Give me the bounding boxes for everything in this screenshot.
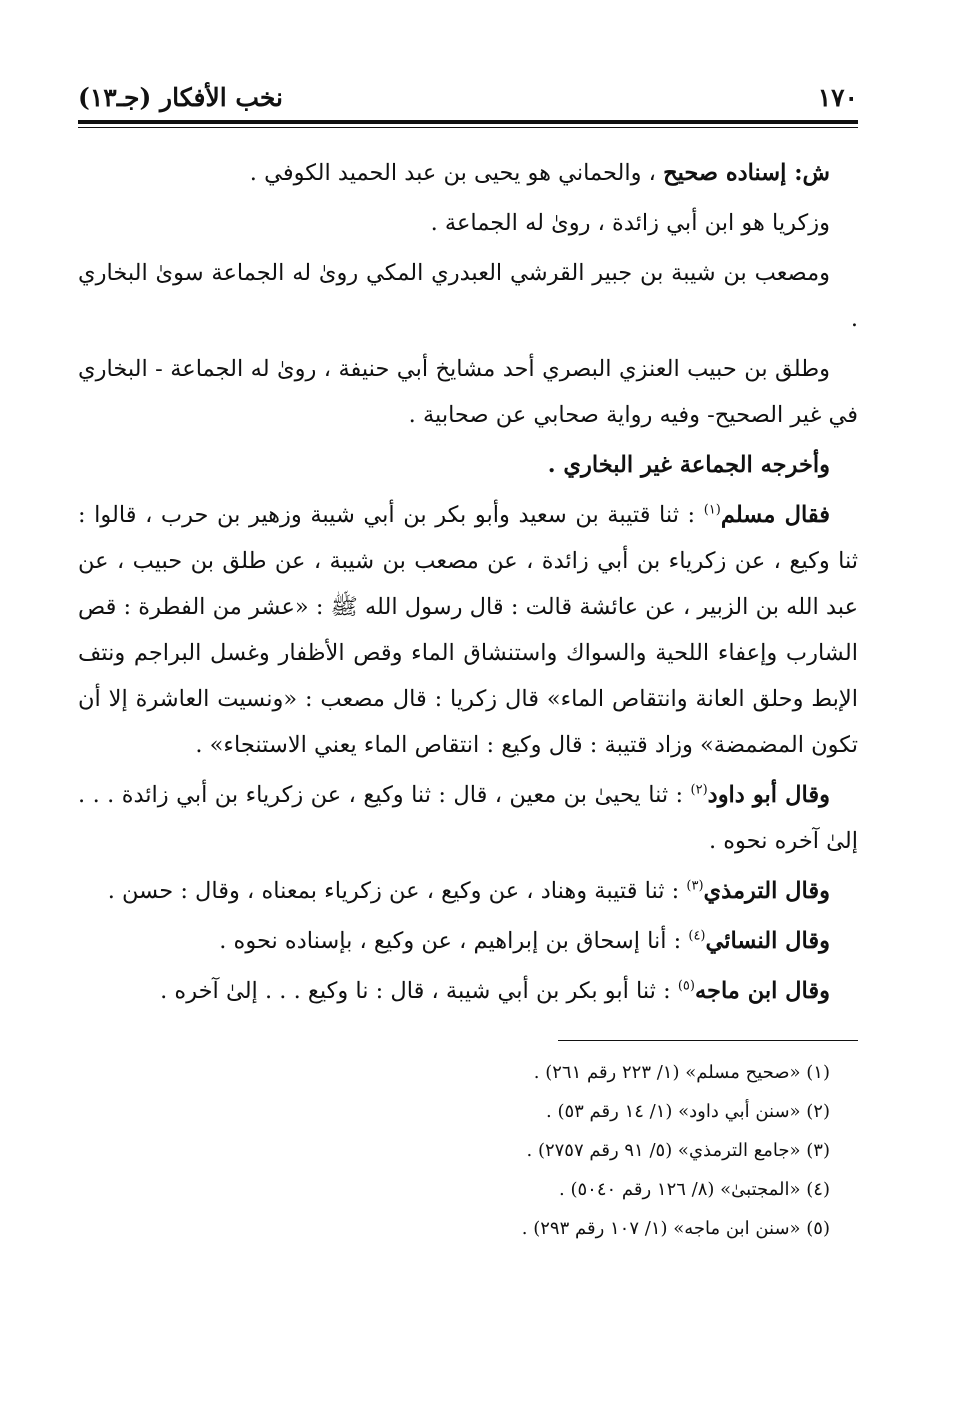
paragraph-text: : ثنا قتيبة بن سعيد وأبو بكر بن أبي شيبة وزهير بن حرب ، قالوا : ثنا وكيع ، عن زكرياء بن أبي زائدة ، عن مصعب بن شيبة ، عن طلق بن حبيب ، عن عبد الله بن الزبير ، عن عائشة قالت : قال رسول الله ﷺ : «عشر من الفطرة : قص الشارب وإعفاء اللحية والسواك واستنشاق الماء وقص الأظفار وغسل البراجم ونتف الإبط وحلق العانة وانتقاص الماء» قال زكريا : قال مصعب : «ونسيت العاشرة إلا أن تكون المضمضة» وزاد قتيبة : قال وكيع : انتقاص الماء يعني الاستنجاء» . [78,502,858,758]
footnote: (٢) «سنن أبي داود» (١/ ١٤ رقم ٥٣) . [546,1101,830,1122]
paragraph [78,200,858,246]
header-rule-thick [78,120,858,124]
main-text [78,150,858,1014]
running-header [78,72,858,112]
paragraph-text: ، والحماني هو يحيى بن عبد الحميد الكوفي . [249,160,664,186]
paragraph [78,868,858,914]
footnote: (٥) «سنن ابن ماجه» (١/ ١٠٧ رقم ٢٩٣) . [521,1218,830,1239]
footnote-separator [558,1040,858,1041]
footnote-ref: (٤) [688,928,706,944]
paragraph-text: وزكريا هو ابن أبي زائدة ، روىٰ له الجماعة . [430,210,830,236]
paragraph [78,250,858,342]
footnote: (١) «صحيح مسلم» (١/ ٢٢٣ رقم ٢٦١) . [533,1062,830,1083]
paragraph-lead: وأخرجه الجماعة غير البخاري . [547,452,830,478]
footnotes [78,1053,858,1248]
footnote-ref: (٣) [686,878,704,894]
paragraph [78,346,858,438]
paragraph [78,968,858,1014]
footnote: (٤) «المجتبىٰ» (٨/ ١٢٦ رقم ٥٠٤٠) . [559,1179,830,1200]
paragraph-lead: وقال الترمذي [703,878,830,904]
paragraph-text: : أنا إسحاق بن إبراهيم ، عن وكيع ، بإسناده نحوه . [219,928,689,954]
page-number: ١٧٠ [817,83,858,112]
paragraph-lead: وقال ابن ماجه [694,978,830,1004]
book-title: نخب الأفكار (جـ١٣) [78,83,284,112]
paragraph [78,918,858,964]
paragraph-text: : ثنا قتيبة وهناد ، عن وكيع ، عن زكرياء بمعناه ، وقال : حسن . [107,878,687,904]
footnote-ref: (٥) [677,978,695,994]
paragraph-text: : ثنا يحيىٰ بن معين ، قال : ثنا وكيع ، عن زكرياء بن أبي زائدة . . . إلىٰ آخره نحوه . [78,782,858,854]
paragraph [78,150,858,196]
paragraph [78,442,858,488]
paragraph-lead: وقال أبو داود [707,782,830,808]
paragraph-lead: فقال مسلم [720,502,830,528]
footnote-ref: (١) [703,502,721,518]
paragraph-lead: ش: إسناده صحيح [663,160,830,186]
paragraph [78,772,858,864]
footnote-ref: (٢) [690,782,708,798]
footnote: (٣) «جامع الترمذي» (٥/ ٩١ رقم ٢٧٥٧) . [526,1140,830,1161]
header-rule-thin [78,127,858,128]
paragraph-text: وطلق بن حبيب العنزي البصري أحد مشايخ أبي حنيفة ، روىٰ له الجماعة - البخاري في غير الصحيح- وفيه رواية صحابي عن صحابية . [78,356,858,428]
paragraph [78,492,858,768]
paragraph-text: ومصعب بن شيبة بن جبير القرشي العبدري المكي روىٰ له الجماعة سوىٰ البخاري . [78,260,858,332]
paragraph-text: : ثنا أبو بكر بن أبي شيبة ، قال : نا وكيع . . . إلىٰ آخره . [160,978,678,1004]
paragraph-lead: وقال النسائي [705,928,830,954]
